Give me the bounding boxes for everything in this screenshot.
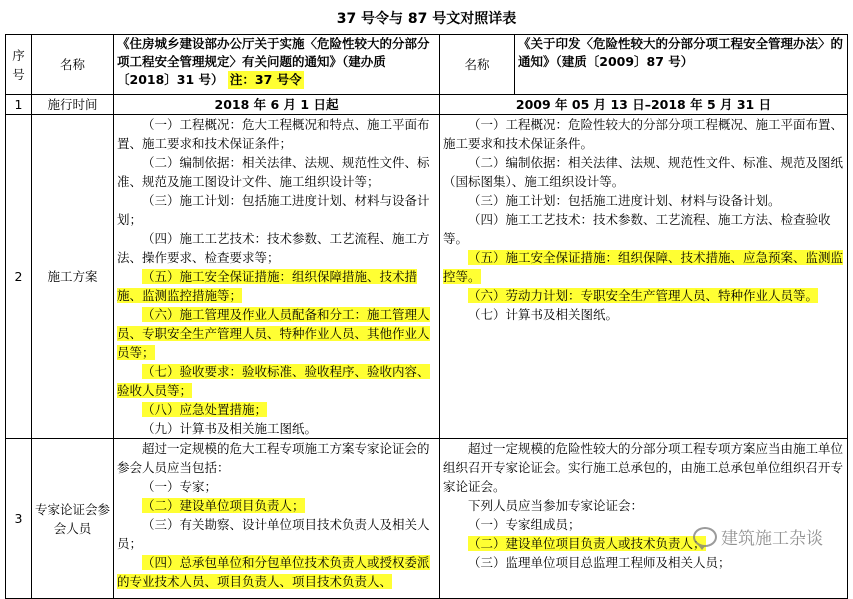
row2-right — [440, 115, 848, 439]
list-item: （三）施工计划：包括施工进度计划、材料与设备计划。 — [468, 193, 781, 208]
header-name: 名称 — [32, 35, 114, 95]
list-item: （一）专家组成员； — [468, 517, 581, 532]
list-item: （六）施工管理及作业人员配备和分工：施工管理人员、专职安全生产管理人员、特种作业人员、其他作业人员等； — [117, 307, 430, 360]
list-item: （三）施工计划：包括施工进度计划、材料与设备计划； — [117, 193, 430, 227]
list-item: （四）施工工艺技术：技术参数、工艺流程、施工方法、检查验收等。 — [443, 212, 831, 246]
list-item: （三）监理单位项目总监理工程师及相关人员； — [468, 555, 731, 570]
row1-name: 施行时间 — [32, 95, 114, 115]
list-item: （三）有关勘察、设计单位项目技术负责人及相关人员； — [117, 517, 430, 551]
table-header-row — [6, 35, 848, 95]
list-item: （八）应急处置措施； — [142, 402, 268, 417]
row3-name: 专家论证会参会人员 — [32, 439, 114, 599]
list-item: （四）总承包单位和分包单位技术负责人或授权委派的专业技术人员、项目负责人、项目技术负责人、 — [117, 555, 430, 589]
row1-seq: 1 — [6, 95, 32, 115]
list-item: （七）计算书及相关图纸。 — [468, 307, 619, 322]
list-item: （一）专家； — [142, 479, 218, 494]
table-row — [6, 115, 848, 439]
list-item: （九）计算书及相关施工图纸。 — [142, 421, 318, 436]
comparison-table — [5, 34, 848, 599]
list-item: （二）建设单位项目负责人或技术负责人； — [468, 536, 706, 551]
list-item: （二）编制依据：相关法律、法规、规范性文件、标准、规范及图纸（国标图集）、施工组织设计等。 — [443, 155, 844, 189]
list-item: （七）验收要求：验收标准、验收程序、验收内容、验收人员等； — [117, 364, 430, 398]
row3-seq: 3 — [6, 439, 32, 599]
watermark-text: 建筑施工杂谈 — [721, 529, 823, 549]
list-item: （二）编制依据：相关法律、法规、规范性文件、标准、规范及施工图设计文件、施工组织设计等； — [117, 155, 430, 189]
row1-right: 2009 年 05 月 13 日–2018 年 5 月 31 日 — [440, 95, 848, 115]
table-row — [6, 95, 848, 115]
header-doc87: 《关于印发〈危险性较大的分部分项工程安全管理办法〉的通知》（建质〔2009〕87 号） — [515, 35, 848, 95]
header-doc37-title: 《住房城乡建设部办公厅关于实施〈危险性较大的分部分项工程安全管理规定〉有关问题的通知》（建办质〔2018〕31 号） — [117, 36, 430, 87]
header-seq: 序号 — [6, 35, 32, 95]
list-item: 超过一定规模的危大工程专项施工方案专家论证会的参会人员应当包括： — [117, 441, 430, 475]
header-name2: 名称 — [440, 35, 515, 95]
row1-left: 2018 年 6 月 1 日起 — [114, 95, 440, 115]
row2-left — [114, 115, 440, 439]
row2-name: 施工方案 — [32, 115, 114, 439]
list-item: （二）建设单位项目负责人； — [142, 498, 305, 513]
list-item: 下列人员应当参加专家论证会： — [468, 498, 644, 513]
list-item: （五）施工安全保证措施：组织保障、技术措施、应急预案、监测监控等。 — [443, 250, 844, 284]
chat-bubble-icon — [693, 527, 717, 547]
row2-seq: 2 — [6, 115, 32, 439]
list-item: （一）工程概况：危险性较大的分部分项工程概况、施工平面布置、施工要求和技术保证条件。 — [443, 117, 844, 151]
page-title: 37 号令与 87 号文对照详表 — [336, 11, 517, 27]
list-item: 超过一定规模的危险性较大的分部分项工程专项方案应当由施工单位组织召开专家论证会。实行施工总承包的，由施工总承包单位组织召开专家论证会。 — [443, 441, 844, 494]
watermark — [693, 524, 823, 549]
list-item: （一）工程概况：危大工程概况和特点、施工平面布置、施工要求和技术保证条件； — [117, 117, 430, 151]
list-item: （五）施工安全保证措施：组织保障措施、技术措施、监测监控措施等； — [117, 269, 418, 303]
header-doc37-note: 注：37 号令 — [229, 72, 302, 87]
header-doc37 — [114, 35, 440, 95]
list-item: （四）施工工艺技术：技术参数、工艺流程、施工方法、操作要求、检查要求等； — [117, 231, 430, 265]
list-item: （六）劳动力计划：专职安全生产管理人员、特种作业人员等。 — [468, 288, 819, 303]
